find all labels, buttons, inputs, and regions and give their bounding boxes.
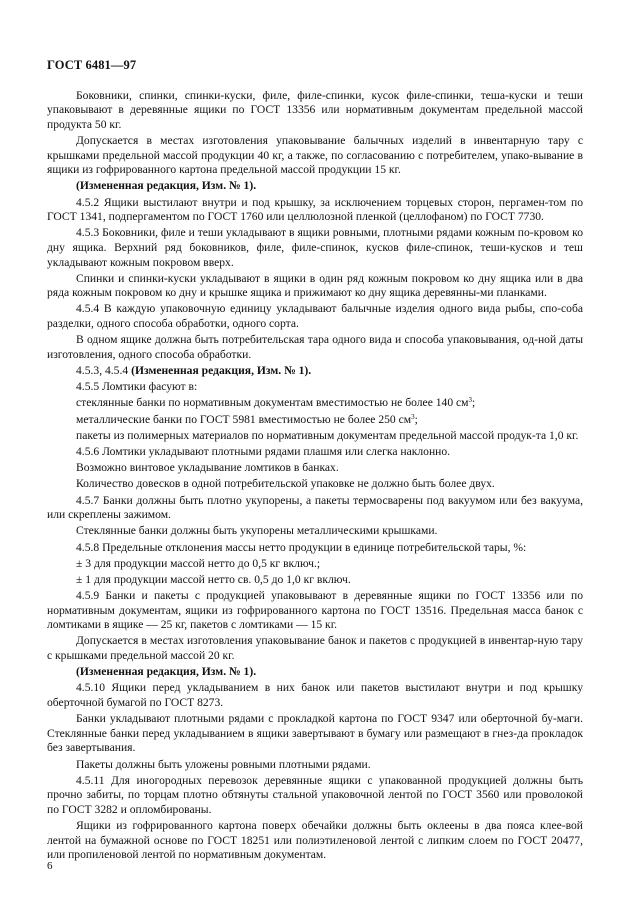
list-item <box>47 413 583 428</box>
list-item: ± 1 для продукции массой нетто св. 0,5 до 1,0 кг включ. <box>76 572 351 586</box>
amendment-label: (Измененная редакция, Изм. № 1). <box>76 665 257 679</box>
paragraph: Количество довесков в одной потребительской упаковке не должно быть более двух. <box>76 477 495 491</box>
list-item: ± 3 для продукции массой нетто до 0,5 кг включ.; <box>76 556 321 570</box>
paragraph: Ящики из гофрированного картона поверх обечайки должны быть оклеены в два пояса клее-вой лентой на бумажной основе по ГОСТ 18251 или полиэтиленовой лентой с липким слоем по ГОСТ 20477, или пропиленовой лентой по нормативным документам. <box>47 819 583 862</box>
document-page <box>47 58 583 865</box>
list-item <box>47 396 583 411</box>
paragraph: Допускается в местах изготовления упаковывание балычных изделий в инвентарную тару с крышками предельной массой продукции 40 кг, а также, по согласованию с потребителем, упако-вывание в ящики из гофрированного картона предельной массой продукции 15 кг. <box>47 133 583 177</box>
list-item-tail: ; <box>414 412 418 426</box>
paragraph: В одном ящике должна быть потребительская тара одного вида и способа упаковывания, од-ной даты изготовления, одного способа обработки. <box>47 333 583 361</box>
superscript: 3 <box>411 412 415 421</box>
paragraph: Банки укладывают плотными рядами с прокладкой картона по ГОСТ 9347 или оберточной бу-маги. Стеклянные банки перед укладыванием в ящики завертывают в бумагу или размещают в гнез-да прокладок без завертывания. <box>47 712 583 755</box>
superscript: 3 <box>468 396 473 405</box>
clause-4-5-11: 4.5.11 Для иногородных перевозок деревянные ящики с упакованной продукцией должны быть прочно забиты, по торцам плотно обтянуты стальной упаковочной лентой по ГОСТ 3560 или проволокой по ГОСТ 3282 и опломбированы. <box>47 773 583 816</box>
list-item-text: металлические банки по ГОСТ 5981 вместимостью не более 250 см <box>76 412 412 426</box>
paragraph: Возможно винтовое укладывание ломтиков в банках. <box>76 461 339 475</box>
list-item: пакеты из полимерных материалов по нормативным документам предельной массой продук-та 1,0 кг. <box>76 428 579 442</box>
clause-4-5-2: 4.5.2 Ящики выстилают внутри и под крышку, за исключением торцевых сторон, пергамен-том по ГОСТ 1341, подпергаментом по ГОСТ 1760 или целлюлозной пленкой (целлофаном) по ГОСТ 7730. <box>47 195 583 224</box>
amendment-note <box>47 364 583 379</box>
paragraph: Допускается в местах изготовления упаковывание банок и пакетов с продукцией в инвентар-ную тару с крышками предельной массой 20 кг. <box>47 634 583 663</box>
clause-4-5-6: 4.5.6 Ломтики укладывают плотными рядами плашмя или слегка наклонно. <box>76 444 451 458</box>
amendment-note <box>47 665 583 680</box>
clause-refs: 4.5.3, 4.5.4 <box>76 364 132 378</box>
amendment-label: (Измененная редакция, Изм. № 1). <box>131 364 312 378</box>
clause-4-5-5: 4.5.5 Ломтики фасуют в: <box>76 380 198 394</box>
clause-4-5-10: 4.5.10 Ящики перед укладыванием в них банок или пакетов выстилают внутри и под крышку оберточной бумагой по ГОСТ 8273. <box>47 681 583 709</box>
clause-4-5-8: 4.5.8 Предельные отклонения массы нетто продукции в единице потребительской тары, %: <box>76 540 527 554</box>
paragraph: Пакеты должны быть уложены ровными плотными рядами. <box>76 757 371 771</box>
clause-4-5-7: 4.5.7 Банки должны быть плотно укупорены, а пакеты термосварены под вакуумом или без вакуума, или скреплены зажимом. <box>47 493 583 522</box>
amendment-note <box>47 179 583 194</box>
document-header: ГОСТ 6481—97 <box>47 58 137 72</box>
clause-4-5-4: 4.5.4 В каждую упаковочную единицу укладывают балычные изделия одного вида рыбы, спо-соба разделки, одного способа обработки, одного сорта. <box>47 302 583 331</box>
clause-4-5-3: 4.5.3 Боковники, филе и теши укладывают в ящики ровными, плотными рядами кожным по-кровом ко дну ящика. Верхний ряд боковников, филе, филе-спинок, кусков филе-спинок, теши-кусков и теш укладывают кожным покровом вверх. <box>47 226 583 269</box>
page-number: 6 <box>47 860 53 872</box>
list-item-text: стеклянные банки по нормативным документам вместимостью не более 140 см <box>76 396 469 410</box>
paragraph: Спинки и спинки-куски укладывают в ящики в один ряд кожным покровом ко дну ящика или в два ряда кожным покровом ко дну и крышке ящика и прижимают ко дну ящика деревянны-ми планками. <box>47 271 583 300</box>
amendment-label: (Измененная редакция, Изм. № 1). <box>76 179 257 193</box>
list-item-tail: ; <box>472 396 476 410</box>
paragraph: Боковники, спинки, спинки-куски, филе, филе-спинки, кусок филе-спинки, теша-куски и теши упаковывают в деревянные ящики по ГОСТ 13356 или нормативным документам предельной массой продукта 50 кг. <box>47 88 583 131</box>
paragraph: Стеклянные банки должны быть укупорены металлическими крышками. <box>76 524 438 538</box>
clause-4-5-9: 4.5.9 Банки и пакеты с продукцией упаковывают в деревянные ящики по ГОСТ 13356 или по нормативным документам, ящики из гофрированного картона по ГОСТ 13516. Предельная масса банок с ломтиками в ящике — 25 кг, пакетов с ломтиками — 15 кг. <box>47 589 583 632</box>
